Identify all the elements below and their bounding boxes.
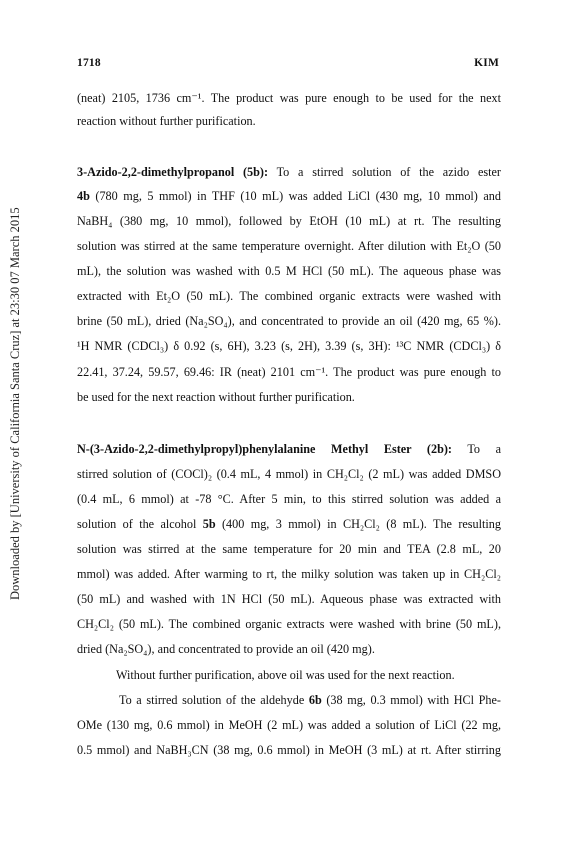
text-line: extracted with Et₂O (50 mL). The combined organic extracts were washed with: [77, 289, 501, 303]
text-line: Without further purification, above oil was used for the next reaction.: [116, 668, 455, 682]
text-line: 0.5 mmol) and NaBH₃CN (38 mg, 0.6 mmol) in MeOH (3 mL) at rt. After stirring: [77, 743, 501, 757]
download-watermark: Downloaded by [University of California Santa Cruz] at 23:30 07 March 2015: [8, 207, 22, 600]
page-number: 1718: [77, 57, 101, 69]
text-line: be used for the next reaction without further purification.: [77, 390, 355, 404]
text-line: OMe (130 mg, 0.6 mmol) in MeOH (2 mL) was added a solution of LiCl (22 mg,: [77, 718, 501, 732]
compound-heading: 4b: [77, 189, 90, 203]
text-line: (0.4 mL, 6 mmol) at -78 °C. After 5 min, to this stirred solution was added a: [77, 492, 501, 506]
text-line: (neat) 2105, 1736 cm⁻¹. The product was pure enough to be used for the next: [77, 91, 501, 105]
text-line: ¹H NMR (CDCl₃) δ 0.92 (s, 6H), 3.23 (s, 2H), 3.39 (s, 3H): ¹³C NMR (CDCl₃) δ: [77, 339, 501, 353]
compound-label: 6b: [308, 693, 322, 707]
text-line: solution was stirred at the same temperature for 20 min and TEA (2.8 mL, 20: [77, 542, 501, 556]
compound-heading: 3-Azido-2,2-dimethylpropanol (5b):: [77, 165, 269, 179]
text-line: brine (50 mL), dried (Na₂SO₄), and concentrated to provide an oil (420 mg, 65 %).: [77, 314, 501, 328]
compound-heading: N-(3-Azido-2,2-dimethylpropyl)phenylalanine Methyl Ester (2b):: [77, 442, 452, 456]
text-line: NaBH₄ (380 mg, 10 mmol), followed by EtOH (10 mL) at rt. The resulting: [77, 214, 501, 228]
text-line: dried (Na₂SO₄), and concentrated to provide an oil (420 mg).: [77, 642, 375, 656]
text-line: To a stirred solution of the aldehyde 6b (38 mg, 0.3 mmol) with HCl Phe-: [119, 693, 501, 707]
text-line: mmol) was added. After warming to rt, the milky solution was taken up in CH₂Cl₂: [77, 567, 501, 581]
running-head: KIM: [474, 57, 499, 69]
text-line: stirred solution of (COCl)₂ (0.4 mL, 4 mmol) in CH₂Cl₂ (2 mL) was added DMSO: [77, 467, 501, 481]
compound-label: 5b: [202, 517, 216, 531]
text-line: (50 mL) and washed with 1N HCl (50 mL). Aqueous phase was extracted with: [77, 592, 501, 606]
text-line: CH₂Cl₂ (50 mL). The combined organic extracts were washed with brine (50 mL),: [77, 617, 501, 631]
text-line: mL), the solution was washed with 0.5 M HCl (50 mL). The aqueous phase was: [77, 264, 501, 278]
text-line: solution of the alcohol 5b (400 mg, 3 mmol) in CH₂Cl₂ (8 mL). The resulting: [77, 517, 501, 531]
text-line: reaction without further purification.: [77, 114, 256, 128]
text-line: solution was stirred at the same temperature overnight. After dilution with Et₂O (50: [77, 239, 501, 253]
text-line: 4b (780 mg, 5 mmol) in THF (10 mL) was added LiCl (430 mg, 10 mmol) and: [77, 189, 501, 203]
text-line: 3-Azido-2,2-dimethylpropanol (5b): To a stirred solution of the azido ester: [77, 165, 501, 179]
text-line: 22.41, 37.24, 59.57, 69.46: IR (neat) 2101 cm⁻¹. The product was pure enough to: [77, 365, 501, 379]
text-line: N-(3-Azido-2,2-dimethylpropyl)phenylalanine Methyl Ester (2b): To a: [77, 442, 501, 456]
